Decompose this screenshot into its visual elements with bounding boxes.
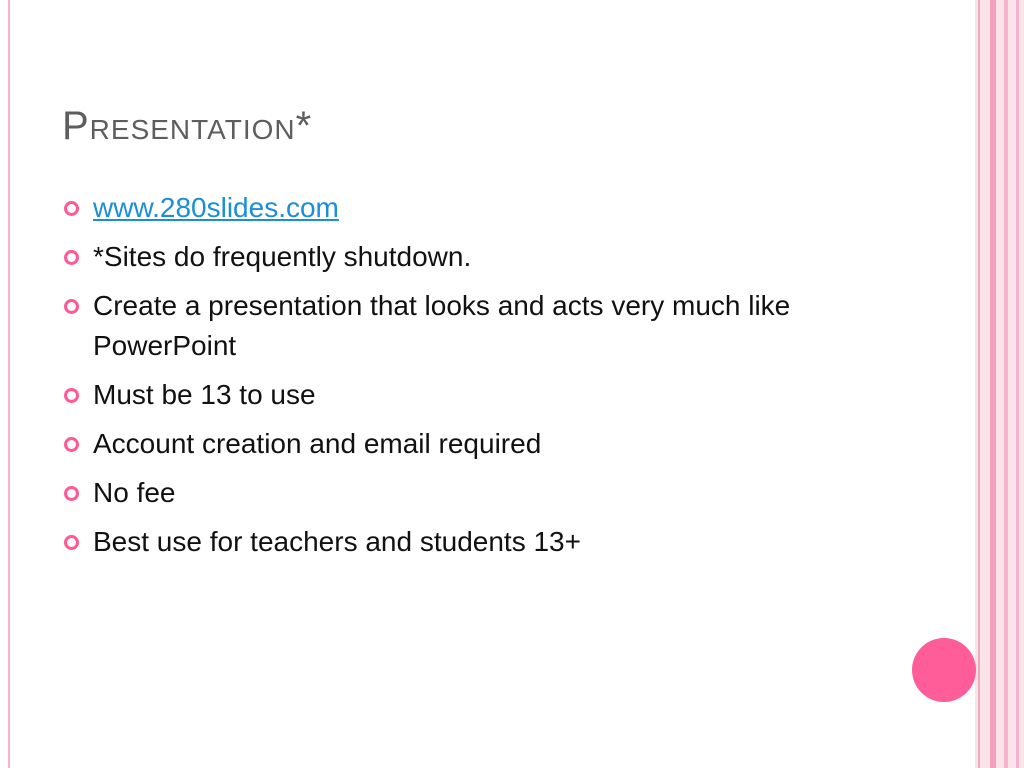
decorative-stripe <box>978 0 980 768</box>
bullet-text: Account creation and email required <box>93 428 542 459</box>
bullet-item <box>62 473 822 513</box>
bullet-item <box>62 424 822 464</box>
ring-bullet-icon <box>64 388 79 403</box>
bullet-item <box>62 522 822 562</box>
bullet-item <box>62 375 822 415</box>
pink-circle-icon <box>912 638 976 702</box>
bullet-text: No fee <box>93 477 176 508</box>
bullet-item <box>62 237 822 277</box>
bullet-item <box>62 286 822 366</box>
link-280slides[interactable]: www.280slides.com <box>93 192 339 223</box>
ring-bullet-icon <box>64 299 79 314</box>
decorative-stripe <box>990 0 996 768</box>
decorative-stripe <box>1016 0 1019 768</box>
ring-bullet-icon <box>64 437 79 452</box>
bullet-text: Must be 13 to use <box>93 379 316 410</box>
ring-bullet-icon <box>64 250 79 265</box>
slide-title: Presentation* <box>62 104 313 148</box>
bullet-text: Create a presentation that looks and acts very much like PowerPoint <box>93 290 791 361</box>
left-border-line <box>8 0 10 768</box>
ring-bullet-icon <box>64 535 79 550</box>
bullet-item-link <box>62 188 822 228</box>
bullet-text: Best use for teachers and students 13+ <box>93 526 581 557</box>
decorative-stripe <box>1004 0 1008 768</box>
bullet-text: *Sites do frequently shutdown. <box>93 241 472 272</box>
bullet-list <box>62 188 822 571</box>
ring-bullet-icon <box>64 486 79 501</box>
ring-bullet-icon <box>64 201 79 216</box>
